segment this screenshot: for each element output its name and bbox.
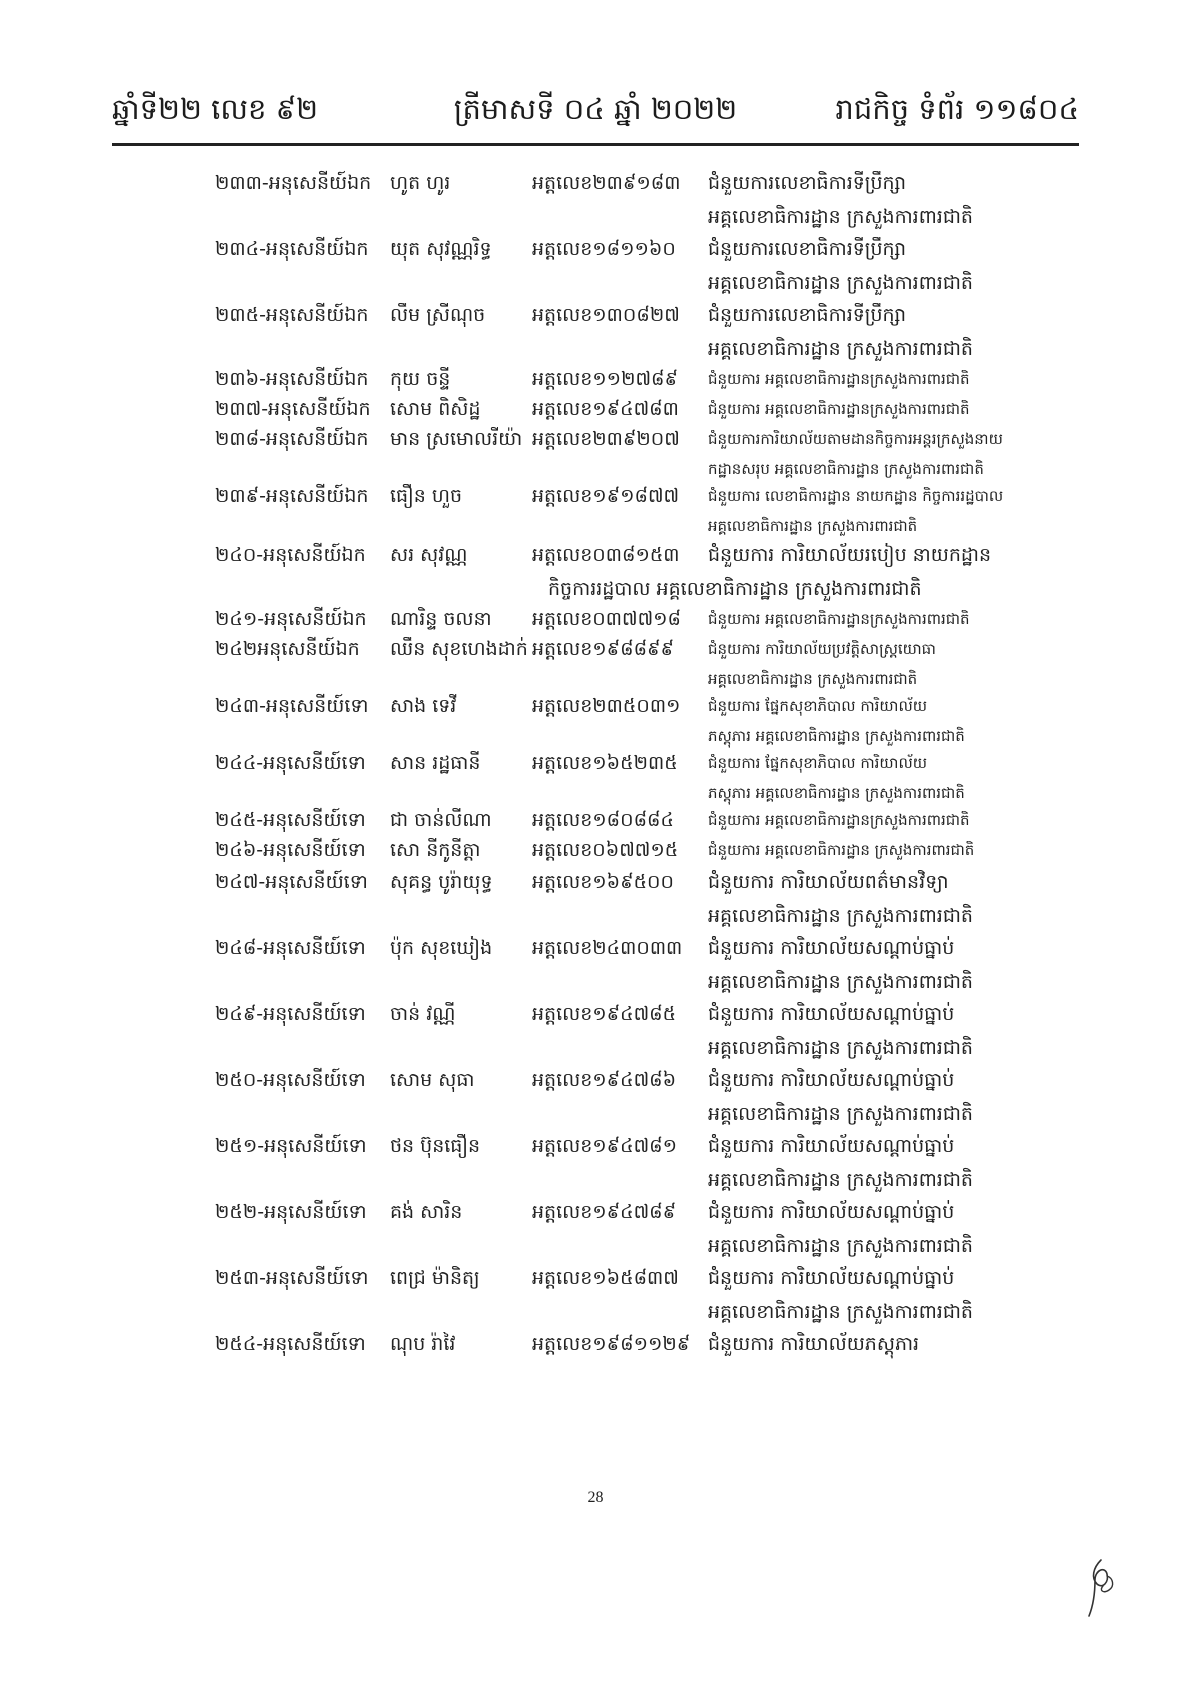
record-position: ជំនួយការ អគ្គលេខាធិការដ្ឋានក្រសួងការពារជាតិ bbox=[708, 610, 970, 628]
record-id-number: អត្តលេខ១៨០៨៨៤ bbox=[532, 809, 674, 831]
record-position-continuation: ភស្តុភារ អគ្គលេខាធិការដ្ឋាន ក្រសួងការពារជាតិ bbox=[708, 784, 965, 802]
record-id-number: អត្តលេខ១៦៩៥០០ bbox=[532, 870, 674, 893]
header-issue: ឆ្នាំទី២២ លេខ ៩២ bbox=[112, 92, 319, 126]
record-entry bbox=[215, 483, 1095, 540]
record-main-line bbox=[215, 168, 1095, 201]
record-entry bbox=[215, 807, 1095, 837]
record-name: ជា ចាន់លីណា bbox=[390, 809, 492, 831]
record-position: ជំនួយការ ការិយាល័យប្រវត្តិសាស្ត្រយោធា bbox=[708, 640, 936, 658]
record-entry bbox=[215, 1197, 1095, 1263]
record-position: ជំនួយការ លេខាធិការដ្ឋាន នាយកដ្ឋាន កិច្ចការរដ្ឋបាល bbox=[708, 487, 1004, 505]
record-name: សោ នីកូនីត្តា bbox=[390, 839, 481, 861]
record-name: សុគន្ធ បូរ៉ាយុទ្ធ bbox=[390, 870, 493, 893]
record-position: ជំនួយការ ការិយាល័យសណ្តាប់ធ្នាប់ bbox=[708, 1068, 955, 1091]
record-position: ជំនួយការ ផ្នែកសុខាភិបាល ការិយាល័យ bbox=[708, 754, 928, 772]
record-rank: ២៥០-អនុសេនីយ៍ទោ bbox=[215, 1068, 366, 1091]
record-id-number: អត្តលេខ២៣៩១៨៣ bbox=[532, 171, 681, 194]
record-entry bbox=[215, 999, 1095, 1065]
record-main-line bbox=[215, 750, 1095, 780]
record-main-line bbox=[215, 540, 1095, 573]
record-position: ជំនួយការ ការិយាល័យរបៀប នាយកដ្ឋាន bbox=[708, 543, 992, 566]
record-entry bbox=[215, 837, 1095, 867]
record-position-continuation: កដ្ឋានសរុប អគ្គលេខាធិការដ្ឋាន ក្រសួងការពារជាតិ bbox=[708, 460, 984, 478]
record-rank: ២៥៣-អនុសេនីយ៍ទោ bbox=[215, 1266, 369, 1289]
record-rank: ២៥២-អនុសេនីយ៍ទោ bbox=[215, 1200, 367, 1223]
record-position: ជំនួយការ ការិយាល័យសណ្តាប់ធ្នាប់ bbox=[708, 1266, 955, 1289]
record-rank: ២៤៦-អនុសេនីយ៍ទោ bbox=[215, 839, 366, 861]
record-id-number: អត្តលេខ១៩៤៧៨៣ bbox=[532, 398, 679, 420]
record-id-number: អត្តលេខ០៣៨១៥៣ bbox=[532, 543, 680, 566]
record-id-number: អត្តលេខ១៩៨៨៩៩ bbox=[532, 638, 674, 660]
record-rank: ២៤២អនុសេនីយ៍ឯក bbox=[215, 638, 360, 660]
record-main-line bbox=[215, 483, 1095, 513]
record-rank: ២៣៤-អនុសេនីយ៍ឯក bbox=[215, 237, 369, 260]
record-name: សរ សុវណ្ណ bbox=[390, 543, 468, 566]
record-name: សាង ទេវី bbox=[390, 695, 457, 717]
record-id-number: អត្តលេខ២៤៣០៣៣ bbox=[532, 936, 683, 959]
record-id-number: អត្តលេខ១៩១៨៧៧ bbox=[532, 485, 680, 507]
record-id-number: អត្តលេខ២៣៩២០៧ bbox=[532, 428, 680, 450]
record-position-continuation: អគ្គលេខាធិការដ្ឋាន ក្រសួងការពារជាតិ bbox=[708, 272, 973, 294]
page-number: 28 bbox=[587, 1489, 604, 1506]
record-position-continuation: អគ្គលេខាធិការដ្ឋាន ក្រសួងការពារជាតិ bbox=[708, 1301, 973, 1323]
record-entry bbox=[215, 366, 1095, 396]
record-position: ជំនួយការ អគ្គលេខាធិការដ្ឋានក្រសួងការពារជាតិ bbox=[708, 370, 970, 388]
record-id-number: អត្តលេខ១៦៥៨៣៧ bbox=[532, 1266, 679, 1289]
record-main-line bbox=[215, 300, 1095, 333]
record-entry bbox=[215, 606, 1095, 636]
record-rank: ២៤៧-អនុសេនីយ៍ទោ bbox=[215, 870, 368, 893]
record-main-line bbox=[215, 426, 1095, 456]
records-list bbox=[215, 168, 1095, 1362]
record-rank: ២៣៥-អនុសេនីយ៍ឯក bbox=[215, 303, 369, 326]
record-entry bbox=[215, 426, 1095, 483]
record-position-continuation: កិច្ចការរដ្ឋបាល អគ្គលេខាធិការដ្ឋាន ក្រសួងការពារជាតិ bbox=[548, 578, 922, 600]
record-id-number: អត្តលេខ២៣៥០៣១ bbox=[532, 695, 681, 717]
record-rank: ២៣៧-អនុសេនីយ៍ឯក bbox=[215, 398, 371, 420]
record-rank: ២៤៣-អនុសេនីយ៍ទោ bbox=[215, 695, 369, 717]
record-main-line bbox=[215, 1329, 1095, 1362]
record-id-number: អត្តលេខ១៩៤៧៨៥ bbox=[532, 1002, 677, 1025]
record-name: ណុប រ៉ាវៃ bbox=[390, 1332, 456, 1355]
record-position-continuation: អគ្គលេខាធិការដ្ឋាន ក្រសួងការពារជាតិ bbox=[708, 670, 918, 688]
record-position-continuation: អគ្គលេខាធិការដ្ឋាន ក្រសួងការពារជាតិ bbox=[708, 517, 918, 535]
record-position: ជំនួយការលេខាធិការទីប្រឹក្សា bbox=[708, 237, 906, 260]
record-position: ជំនួយការលេខាធិការទីប្រឹក្សា bbox=[708, 171, 906, 194]
record-name: សាន រដ្ឋធានី bbox=[390, 752, 481, 774]
record-position: ជំនួយការ អគ្គលេខាធិការដ្ឋានក្រសួងការពារជាតិ bbox=[708, 400, 970, 418]
record-position-continuation: អគ្គលេខាធិការដ្ឋាន ក្រសួងការពារជាតិ bbox=[708, 1169, 973, 1191]
record-entry bbox=[215, 396, 1095, 426]
record-name: ណារិន្ទ ចលនា bbox=[390, 608, 492, 630]
record-main-line bbox=[215, 1131, 1095, 1164]
record-entry bbox=[215, 1329, 1095, 1362]
record-main-line bbox=[215, 837, 1095, 867]
record-id-number: អត្តលេខ១៩៤៧៨១ bbox=[532, 1134, 678, 1157]
record-position-continuation: ភស្តុភារ អគ្គលេខាធិការដ្ឋាន ក្រសួងការពារជាតិ bbox=[708, 727, 965, 745]
header-rule bbox=[112, 143, 1079, 146]
record-name: លឹម ស្រីណុច bbox=[390, 303, 486, 326]
record-position-continuation: អគ្គលេខាធិការដ្ឋាន ក្រសួងការពារជាតិ bbox=[708, 971, 973, 993]
record-name: សោម សុធា bbox=[390, 1068, 475, 1091]
record-rank: ២៣៦-អនុសេនីយ៍ឯក bbox=[215, 368, 369, 390]
record-rank: ២៤៤-អនុសេនីយ៍ទោ bbox=[215, 752, 366, 774]
record-rank: ២៤១-អនុសេនីយ៍ឯក bbox=[215, 608, 367, 630]
record-position-continuation: អគ្គលេខាធិការដ្ឋាន ក្រសួងការពារជាតិ bbox=[708, 1103, 973, 1125]
record-main-line bbox=[215, 1197, 1095, 1230]
record-position-continuation: អគ្គលេខាធិការដ្ឋាន ក្រសួងការពារជាតិ bbox=[708, 206, 973, 228]
record-rank: ២៥៤-អនុសេនីយ៍ទោ bbox=[215, 1332, 366, 1355]
record-entry bbox=[215, 168, 1095, 234]
record-entry bbox=[215, 636, 1095, 693]
record-entry bbox=[215, 933, 1095, 999]
header-page-ref: រាជកិច្ច ទំព័រ ១១៨០៤ bbox=[835, 92, 1079, 126]
record-name: គង់ សារិន bbox=[390, 1200, 463, 1223]
record-main-line bbox=[215, 999, 1095, 1032]
record-entry bbox=[215, 750, 1095, 807]
record-id-number: អត្តលេខ០៦៧៧១៥ bbox=[532, 839, 679, 861]
page-header bbox=[112, 84, 1079, 134]
record-position: ជំនួយការ ការិយាល័យសណ្តាប់ធ្នាប់ bbox=[708, 1134, 955, 1157]
record-name: កុយ ចន្ទី bbox=[390, 368, 451, 390]
record-rank: ២៤៥-អនុសេនីយ៍ទោ bbox=[215, 809, 366, 831]
record-name: ថន ប៊ុនធឿន bbox=[390, 1134, 481, 1157]
record-position: ជំនួយការលេខាធិការទីប្រឹក្សា bbox=[708, 303, 906, 326]
record-position-continuation: អគ្គលេខាធិការដ្ឋាន ក្រសួងការពារជាតិ bbox=[708, 1037, 973, 1059]
record-rank: ២៣៨-អនុសេនីយ៍ឯក bbox=[215, 428, 369, 450]
header-quarter: ត្រីមាសទី ០៤ ឆ្នាំ ២០២២ bbox=[453, 92, 738, 126]
record-entry bbox=[215, 693, 1095, 750]
record-entry bbox=[215, 1131, 1095, 1197]
record-main-line bbox=[215, 1065, 1095, 1098]
record-name: សោម ពិសិដ្ឋ bbox=[390, 398, 481, 420]
record-name: ហូត ហូរ bbox=[390, 171, 451, 194]
record-entry bbox=[215, 867, 1095, 933]
record-position: ជំនួយការ ការិយាល័យភស្តុភារ bbox=[708, 1332, 920, 1355]
record-position: ជំនួយការ ផ្នែកសុខាភិបាល ការិយាល័យ bbox=[708, 697, 928, 715]
record-position: ជំនួយការ អគ្គលេខាធិការដ្ឋាន ក្រសួងការពារជាតិ bbox=[708, 841, 975, 859]
record-position: ជំនួយការ ការិយាល័យពត៌មានវិទ្យា bbox=[708, 870, 949, 893]
record-main-line bbox=[215, 636, 1095, 666]
record-position: ជំនួយការ អគ្គលេខាធិការដ្ឋានក្រសួងការពារជាតិ bbox=[708, 811, 970, 829]
record-name: យុត សុវណ្ណរិទ្ធ bbox=[390, 237, 492, 260]
record-entry bbox=[215, 300, 1095, 366]
record-main-line bbox=[215, 606, 1095, 636]
record-main-line bbox=[215, 807, 1095, 837]
record-position-continuation: អគ្គលេខាធិការដ្ឋាន ក្រសួងការពារជាតិ bbox=[708, 905, 973, 927]
record-id-number: អត្តលេខ១៣០៨២៧ bbox=[532, 303, 680, 326]
record-id-number: អត្តលេខ១៩៤៧៨៦ bbox=[532, 1068, 677, 1091]
record-rank: ២៣៣-អនុសេនីយ៍ឯក bbox=[215, 171, 372, 194]
record-position: ជំនួយការ ការិយាល័យសណ្តាប់ធ្នាប់ bbox=[708, 936, 955, 959]
record-name: ពេជ្រ ម៉ានិត្យ bbox=[390, 1266, 480, 1289]
record-position: ជំនួយការ ការិយាល័យសណ្តាប់ធ្នាប់ bbox=[708, 1200, 955, 1223]
record-main-line bbox=[215, 234, 1095, 267]
record-main-line bbox=[215, 933, 1095, 966]
record-id-number: អត្តលេខ១៩៤៧៨៩ bbox=[532, 1200, 677, 1223]
record-main-line bbox=[215, 693, 1095, 723]
record-id-number: អត្តលេខ១៨១១៦០ bbox=[532, 237, 676, 260]
record-name: ធឿន ហួច bbox=[390, 485, 463, 507]
record-entry bbox=[215, 1263, 1095, 1329]
record-main-line bbox=[215, 366, 1095, 396]
record-entry bbox=[215, 1065, 1095, 1131]
record-id-number: អត្តលេខ១៦៥២៣៥ bbox=[532, 752, 678, 774]
record-rank: ២៤០-អនុសេនីយ៍ឯក bbox=[215, 543, 366, 566]
record-rank: ២៤៨-អនុសេនីយ៍ទោ bbox=[215, 936, 366, 959]
record-main-line bbox=[215, 1263, 1095, 1296]
record-rank: ២៥១-អនុសេនីយ៍ទោ bbox=[215, 1134, 367, 1157]
record-position: ជំនួយការការិយាល័យតាមដានកិច្ចការអន្តរក្រសួងនាយ bbox=[708, 430, 1003, 448]
record-name: ចាន់ វណ្ណី bbox=[390, 1002, 456, 1025]
handwritten-signature bbox=[1083, 1554, 1119, 1620]
record-position: ជំនួយការ ការិយាល័យសណ្តាប់ធ្នាប់ bbox=[708, 1002, 955, 1025]
record-name: ឈឹន សុខហេងដាក់ bbox=[390, 638, 528, 660]
record-id-number: អត្តលេខ១១២៧៨៩ bbox=[532, 368, 678, 390]
record-main-line bbox=[215, 396, 1095, 426]
record-rank: ២៣៩-អនុសេនីយ៍ឯក bbox=[215, 485, 369, 507]
record-rank: ២៤៩-អនុសេនីយ៍ទោ bbox=[215, 1002, 366, 1025]
record-entry bbox=[215, 234, 1095, 300]
record-entry bbox=[215, 540, 1095, 606]
record-position-continuation: អគ្គលេខាធិការដ្ឋាន ក្រសួងការពារជាតិ bbox=[708, 338, 973, 360]
record-id-number: អត្តលេខ០៣៧៧១៨ bbox=[532, 608, 681, 630]
record-id-number: អត្តលេខ១៩៨១១២៩ bbox=[532, 1332, 691, 1355]
record-main-line bbox=[215, 867, 1095, 900]
record-name: ប៉ុក សុខឃៀង bbox=[390, 936, 493, 959]
record-name: មាន ស្រមោលរីយ៉ា bbox=[390, 428, 523, 450]
record-position-continuation: អគ្គលេខាធិការដ្ឋាន ក្រសួងការពារជាតិ bbox=[708, 1235, 973, 1257]
